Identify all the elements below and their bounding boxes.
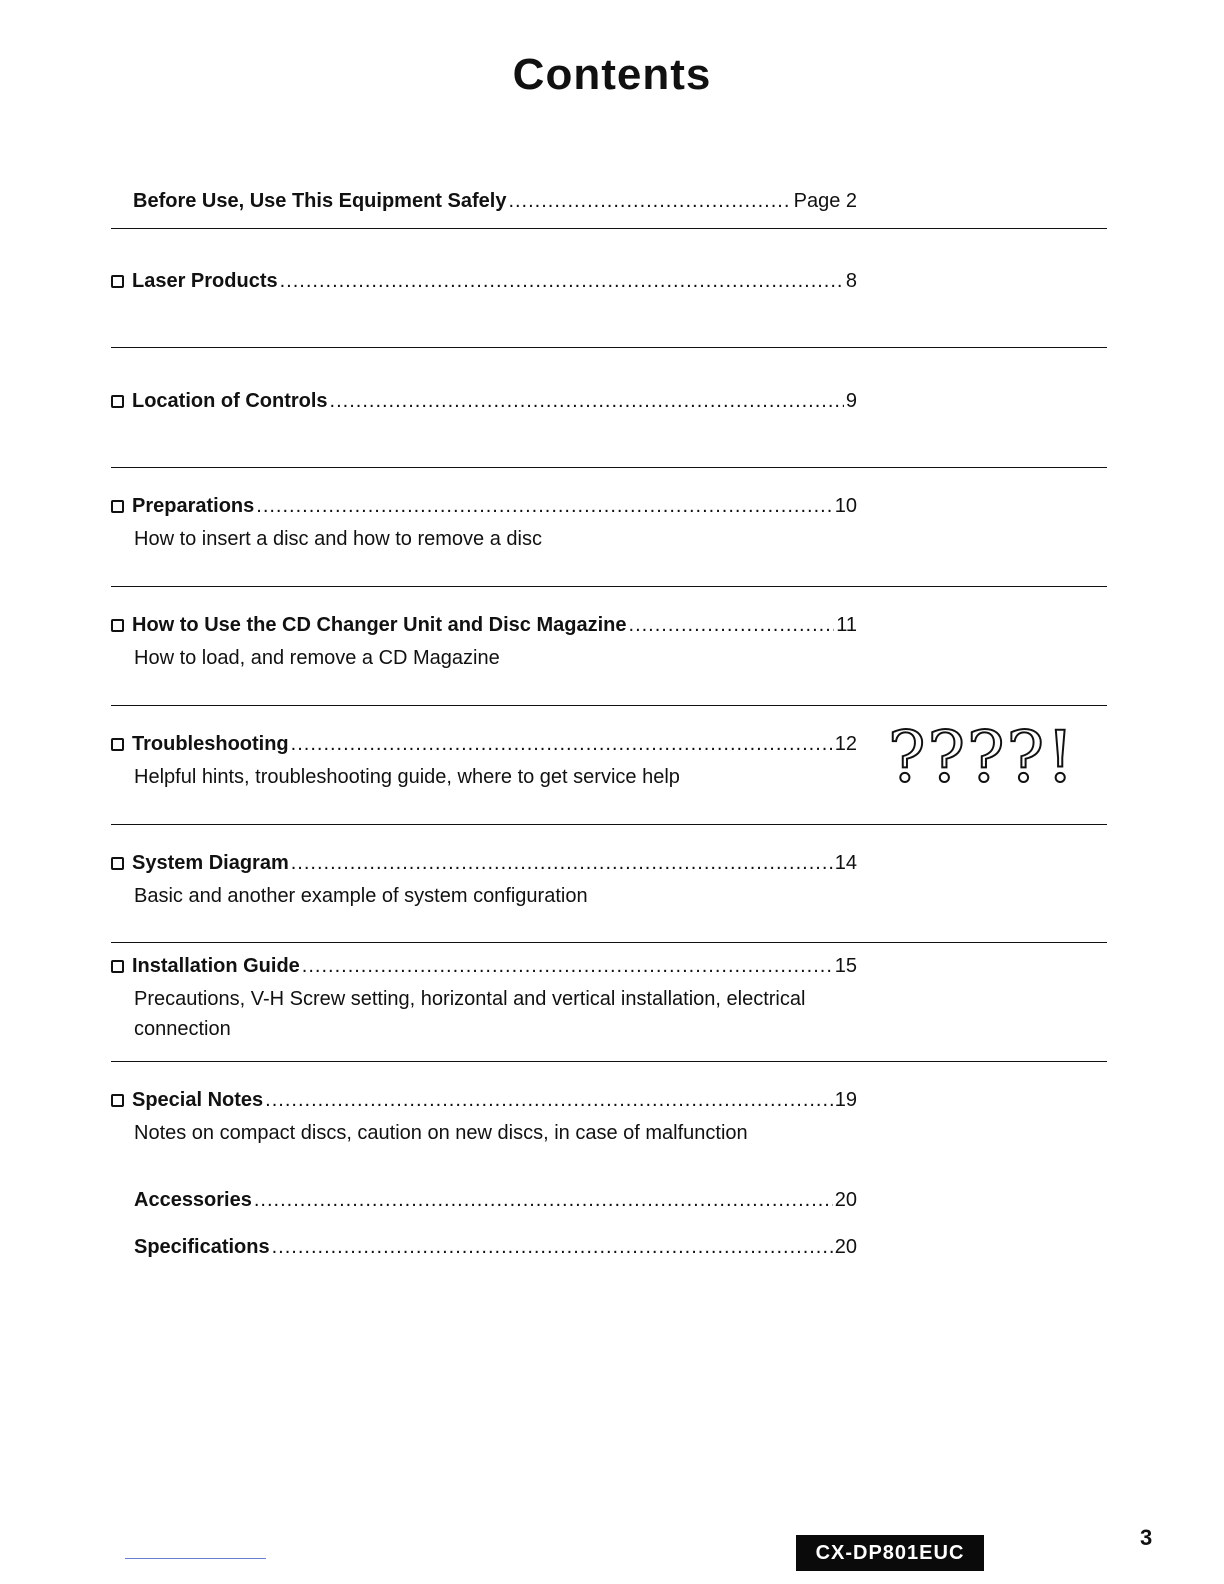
toc-entry-page: Page 2: [793, 190, 857, 212]
dot-leader: [508, 190, 791, 213]
toc-entry-page: 20: [834, 1189, 857, 1211]
toc-entry-page: 9: [845, 390, 857, 412]
checkbox-icon: [111, 738, 124, 751]
toc-entry-label: Specifications: [134, 1236, 270, 1258]
toc-entry-description: Basic and another example of system configuration: [134, 885, 588, 907]
checkbox-icon: [111, 500, 124, 513]
dot-leader: [254, 1189, 833, 1212]
toc-entry-label: Preparations: [132, 495, 255, 517]
dot-leader: [256, 495, 832, 518]
toc-entry-installation-guide[interactable]: [111, 955, 857, 978]
footer-line: [125, 1558, 266, 1559]
toc-entry-special-notes[interactable]: [111, 1089, 857, 1112]
toc-entry-laser-products[interactable]: [111, 270, 857, 293]
toc-entry-page: 8: [845, 270, 857, 292]
page-title: Contents: [512, 50, 712, 99]
dot-leader: [291, 733, 833, 756]
dot-leader: [330, 390, 844, 413]
toc-entry-label: Troubleshooting: [132, 733, 289, 755]
toc-entry-label: Installation Guide: [132, 955, 300, 977]
page-number: 3: [1140, 1525, 1153, 1550]
toc-entry-troubleshooting[interactable]: [111, 733, 857, 756]
toc-entry-location-of-controls[interactable]: [111, 390, 857, 413]
divider: [111, 824, 1107, 825]
divider: [111, 347, 1107, 348]
toc-entry-label: System Diagram: [132, 852, 289, 874]
dot-leader: [302, 955, 833, 978]
dot-leader: [265, 1089, 833, 1112]
checkbox-icon: [111, 1094, 124, 1107]
dot-leader: [280, 270, 844, 293]
divider: [111, 705, 1107, 706]
dot-leader: [629, 614, 835, 637]
toc-entry-label: Location of Controls: [132, 390, 328, 412]
divider: [111, 586, 1107, 587]
toc-entry-page: 19: [834, 1089, 857, 1111]
dot-leader: [291, 852, 833, 875]
divider: [111, 467, 1107, 468]
toc-entry-label: Special Notes: [132, 1089, 264, 1111]
divider: [111, 1061, 1107, 1062]
divider: [111, 228, 1107, 229]
dot-leader: [272, 1236, 833, 1259]
question-marks-icon: ????!: [888, 716, 1077, 798]
model-badge: CX-DP801EUC: [796, 1535, 984, 1571]
toc-entry-system-diagram[interactable]: [111, 852, 857, 875]
toc-entry-page: 15: [834, 955, 857, 977]
toc-entry-page: 12: [834, 733, 857, 755]
checkbox-icon: [111, 275, 124, 288]
checkbox-icon: [111, 619, 124, 632]
toc-entry-description: Precautions, V-H Screw setting, horizontal and vertical installation, electrical connection: [134, 988, 806, 1040]
toc-entry-description: Notes on compact discs, caution on new discs, in case of malfunction: [134, 1122, 748, 1144]
toc-entry-description: How to load, and remove a CD Magazine: [134, 647, 500, 669]
toc-entry-specifications[interactable]: [134, 1236, 857, 1259]
toc-entry-page: 11: [836, 614, 857, 636]
toc-entry-label: How to Use the CD Changer Unit and Disc Magazine: [132, 614, 627, 636]
checkbox-icon: [111, 960, 124, 973]
divider: [111, 942, 1107, 943]
toc-entry-description: How to insert a disc and how to remove a disc: [134, 528, 542, 550]
checkbox-icon: [111, 857, 124, 870]
toc-entry-accessories[interactable]: [134, 1189, 857, 1212]
toc-entry-label: Accessories: [134, 1189, 252, 1211]
toc-entry-page: 20: [834, 1236, 857, 1258]
toc-entry-how-to-use[interactable]: [111, 614, 857, 637]
toc-entry-label: Laser Products: [132, 270, 278, 292]
toc-entry-description: Helpful hints, troubleshooting guide, where to get service help: [134, 766, 680, 788]
toc-entry-before-use[interactable]: [133, 190, 857, 213]
toc-entry-page: 14: [834, 852, 857, 874]
toc-entry-label: Before Use, Use This Equipment Safely: [133, 190, 507, 212]
toc-entry-page: 10: [834, 495, 857, 517]
checkbox-icon: [111, 395, 124, 408]
toc-entry-preparations[interactable]: [111, 495, 857, 518]
